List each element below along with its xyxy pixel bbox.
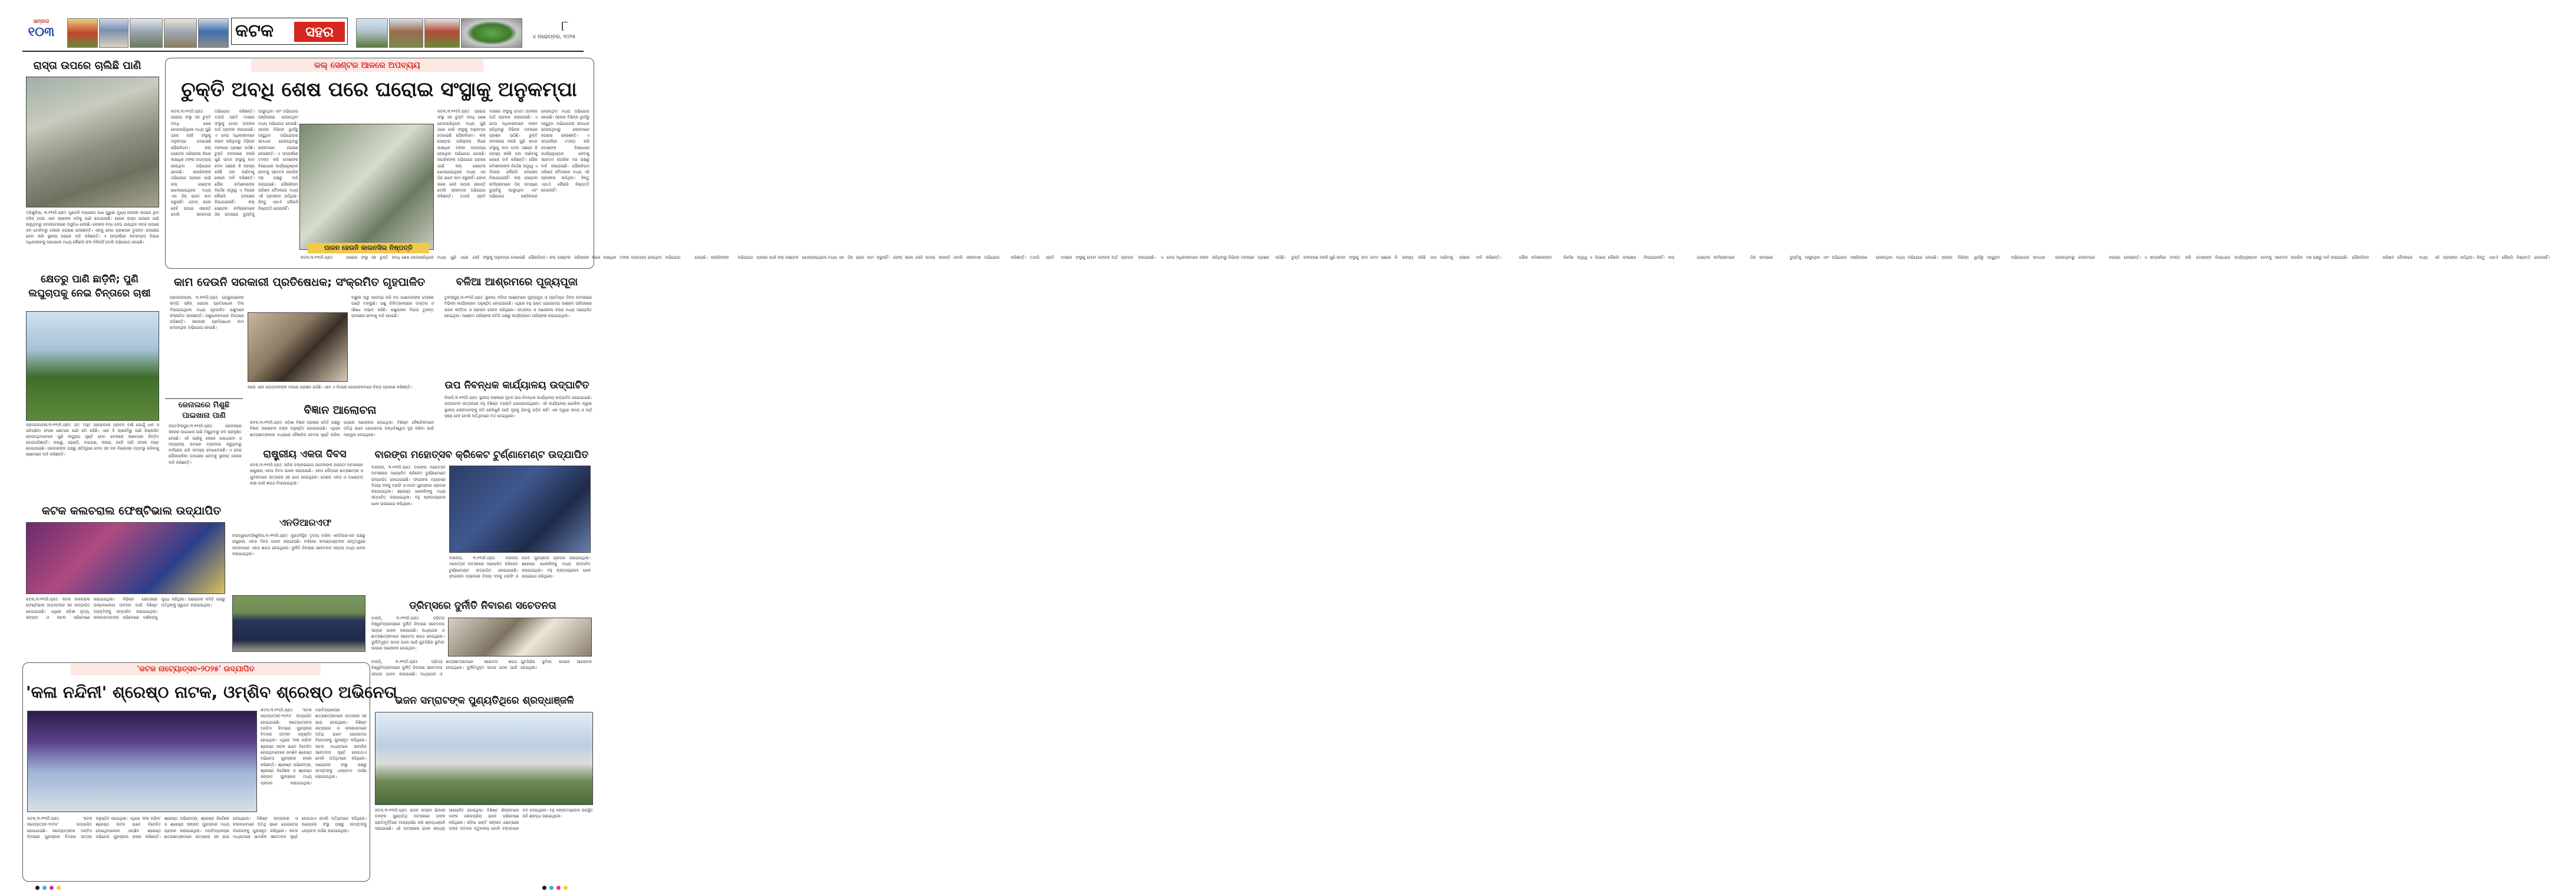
vaccine-body-left: ପ୍ରତାପନଗରୀ, ୩।୧୧(ନି.ପ୍ର): ଗୋରୁଗାଈଙ୍କ ଲମ୍ପି ସ୍କିନ୍ ରୋଗର ପ୍ରତିଷେଧକ ଟିକା ଦିଆଯାଇଥିଲେ ମଧ୍ୟ ଗୃହପାଳିତ ପଶୁମାନେ ସଂକ୍ରମିତ ହେଉଛନ୍ତି। ପଶୁପାଳକମାନେ ଚିନ୍ତାରେ ପଡ଼ିଛନ୍ତି। ସରକାରୀ ପ୍ରତିଷେଧକ କାମ ଦେଉନଥିବା ଅଭିଯୋଗ ହୋଇଛି। bbox=[170, 295, 244, 331]
bhajan-body: କଟକ,୩।୧୧(ନି.ପ୍ର): ଭଜନ ସମ୍ରାଟ ଭିକାରୀ ବଳଙ୍କ ପୁଣ୍ୟତିଥି ଅବସରରେ ତାଙ୍କ ପ୍ରତିମୂର୍ତ୍ତିରେ ମାଲ୍ୟାର୍ପଣ କରି ଶ୍ରଦ୍ଧାଞ୍ଜଳି ଜଣାଯାଇଛି। ଏହି ଅବସରରେ ଭଜନ ସନ୍ଧ୍ୟା ଆୟୋଜିତ ହୋଇଥିଲା। ବିଶିଷ୍ଟ ଶିଳ୍ପୀମାନେ ତାଙ୍କ ଲୋକପ୍ରିୟ ଭଜନ ପରିବେଷଣ କରିଥିଲେ। ଓଡ଼ିଆ ଭକ୍ତି ସଙ୍ଗୀତ କ୍ଷେତ୍ରରେ ତାଙ୍କ ଅବଦାନ ଅତୁଳନୀୟ ବୋଲି ବକ୍ତାମାନେ ମତ ଦେଇଥିଲେ। ବହୁ ସଙ୍ଗୀତପ୍ରେମୀ ଉପସ୍ଥିତ ରହି ଶ୍ରଦ୍ଧା ଜଣାଇଥିଲେ। bbox=[375, 808, 593, 831]
drama-body-bottom: କଟକ,୩।୧୧(ନି.ପ୍ର): 'କଟକ ନାଟ୍ୟୋତ୍ସବ-୨୦୨୫' ଉଦ୍‌ଯାପିତ ହୋଇଯାଇଛି। ନାଟ୍ୟୋତ୍ସବର ଅନ୍ତିମ ଦିବସରେ ପୁରସ୍କାର ବିତରଣ ଉତ୍ସବ ଅନୁଷ୍ଠିତ ହୋଇଥିଲା। ଏଥିରେ 'କଳା ନନ୍ଦିନୀ' ଶ୍ରେଷ୍ଠ ନାଟକ ଭାବେ ବିବେଚିତ ହୋଇଥିବାବେଳେ ଓମ୍‌ଶିବ ଶ୍ରେଷ୍ଠ ଅଭିନେତା ପୁରସ୍କାର ହାସଲ କରିଛନ୍ତି। ଶ୍ରେଷ୍ଠ ଅଭିନେତ୍ରୀ, ଶ୍ରେଷ୍ଠ ନିର୍ଦ୍ଦେଶକ ଓ ଶ୍ରେଷ୍ଠ ସଙ୍ଗୀତ ପୁରସ୍କାର ମଧ୍ୟ ପ୍ରଦାନ କରାଯାଇଥିଲା। ମହାବିଦ୍ୟାଳୟର ଛାତ୍ରଛାତ୍ରୀମାନେ ଉତ୍ସାହର ସହ ଭାଗ ନେଇଥିଲେ। ବିଶିଷ୍ଟ ନାଟ୍ୟକାର ଓ କଳାକାରମାନେ ଅତିଥି ଭାବେ ଯୋଗଦେଇ ବିଜେତାଙ୍କୁ ପୁରସ୍କୃତ କରିଥିଲେ। ନାଟକ ମାଧ୍ୟମରେ ସାମାଜିକ ସଚେତନତା ସୃଷ୍ଟି ହୋଇଥାଏ ବୋଲି ଅତିଥିମାନେ କହିଥିଲେ। ଆୟୋଜକ ସଂସ୍ଥା ପକ୍ଷରୁ ସମସ୍ତଙ୍କୁ ଧନ୍ୟବାଦ ଅର୍ପଣ କରାଯାଇଥିଲା। bbox=[27, 816, 367, 839]
dreams-body: ଟାଙ୍ଗି, ୩।୧୧(ନି.ପ୍ର): ଡ୍ରିମ୍ସ ବିଶ୍ୱବିଦ୍ୟାଳୟରେ ଦୁର୍ନୀତି ନିବାରଣ ସଚେତନତା ସପ୍ତାହ ପାଳନ କରାଯାଇଛି। ଅଧ୍ୟାପକ ଓ ଛାତ୍ରଛାତ୍ରୀମାନେ ସଚ୍ଚୋଟତା ଶପଥ ନେଇଥିଲେ। ଦୁର୍ନୀତିମୁକ୍ତ ସମାଜ ଗଠନ ପାଇଁ ଯୁବପିଢ଼ିର ଭୂମିକା ଉପରେ ଆଲୋଚନା ହୋଇଥିଲା। bbox=[371, 616, 444, 651]
call-centre-body-right: କଟକ,୩।୧୧(ନି.ପ୍ର): ଘରୋଇ ସଂସ୍ଥା ସହ ଚୁକ୍ତି ଅବଧି ଶେଷ ହୋଇସାରିଥିଲେ ମଧ୍ୟ ପୁଣି ଥରେ ସେହି ସଂସ୍ଥାକୁ ଅନୁକମ୍ପା ଦେଖାଇଛି ପୌରନିଗମ। କଲ୍ ସେଣ୍ଟର ପରିଚାଳନା ନାଁରେ ଲକ୍ଷାଧିକ ଟଙ୍କା ଅପବ୍ୟୟ ହେଉଥିବା ଅଭିଯୋଗ ହୋଇଛି। ନାଗରିକଙ୍କ ଅଭିଯୋଗ ଗ୍ରହଣ ପାଇଁ କଲ୍ ସେଣ୍ଟର ଖୋଲାଯାଇଥିଲେ ମଧ୍ୟ ଏହା ଠିକ୍ ଭାବେ କାମ କରୁନାହିଁ। ଫୋନ୍ କଲେ କେହି ଉଠାଉ ନାହାନ୍ତି ବୋଲି ସହରବାସୀ ଅଭିଯୋଗ କରିଛନ୍ତି। ତଥାପି ପ୍ରତି ମାସରେ ସଂସ୍ଥାକୁ ମୋଟା ଅଙ୍କର ଅର୍ଥ ପ୍ରଦାନ କରାଯାଉଛି। ଏ ନେଇ ଅଧିକାରୀମାନେ ନୀରବ ରହିଥିବାରୁ ବିଭିନ୍ନ ମହଲରେ ପ୍ରଶ୍ନ ଉଠିଛି। ଚୁକ୍ତି ନବୀକରଣ ନକରି ପୁଣି ସମାନ ସଂସ୍ଥାକୁ କାମ ଦେବା ପଛରେ କି ରହସ୍ୟ ରହିଛି ତାହା ଜାଣିବାକୁ ଲୋକେ ଦାବି କରିଛନ୍ତି। ପୌର କମିଶନରଙ୍କ ନିର୍ଦ୍ଦେଶ ସତ୍ତ୍ୱେ ଏ ଦିଗରେ କୌଣସି ପଦକ୍ଷେପ ନିଆଯାଇନାହିଁ। କଲ୍ ସେଣ୍ଟର କର୍ମଚାରୀମାନେ ଠିକ୍ ସମୟରେ ଡ୍ୟୁଟିକୁ ଆସୁନଥିବା ଏବଂ ଅଭିଯୋଗ ପଞ୍ଜିକରଣ ହେଉନଥିବା ମଧ୍ୟ ଅଭିଯୋଗ ହୋଇଛି। ସହରର ବିଭିନ୍ନ ୱାର୍ଡରୁ ଆସୁଥିବା ଅଭିଯୋଗର ସମାଧାନ ହେଉନଥିବାରୁ ଲୋକମାନେ ହଇରାଣ ହେଉଛନ୍ତି। ଏ ସମ୍ପର୍କରେ ତଦନ୍ତ କରି ଦୋଷୀଙ୍କ ବିରୋଧରେ କାର୍ଯ୍ୟାନୁଷ୍ଠାନ ନେବାକୁ ସଚେତନ ନାଗରିକ ମଞ୍ଚ ପକ୍ଷରୁ ଦାବି କରାଯାଇଛି। ପୌରନିଗମ ପରିଷଦ ବୈଠକରେ ମଧ୍ୟ ଏହି ପ୍ରସଙ୍ଗ ଉଠିଥିଲା। କିନ୍ତୁ ଏଯାଏଁ କୌଣସି ନିଷ୍ପତ୍ତି ହୋଇନାହିଁ। bbox=[437, 109, 589, 199]
cricket-headline: ବାରଙ୍ଗ ମହୋତ୍ସବ କ୍ରିକେଟ ଟୁର୍ଣ୍ଣାମେଣ୍ଟ ଉଦ୍‌ଯାପିତ bbox=[374, 449, 589, 461]
call-centre-headline: ଚୁକ୍ତି ଅବଧି ଶେଷ ପରେ ଘରୋଇ ସଂସ୍ଥାକୁ ଅନୁକମ୍ପା bbox=[181, 78, 577, 101]
station-thumb bbox=[198, 18, 229, 48]
monument-thumb bbox=[356, 18, 388, 48]
farmers-caption: ପ୍ରତାପନଗରୀ,୩।୧୧(ନି.ପ୍ର): ଗତ 'ମନ୍ଥା' ପ୍ରଭାବରେ ପ୍ରବଳ ବର୍ଷା ଯୋଗୁଁ ଧାନ ଓ ପନିପରିବା ଫସଲ କ୍ଷେତରେ ପାଣି ଜମି ରହିଛି। ଏବେ ବି ଚାଷଜମିରୁ ପାଣି ନିଷ୍କାସିତ ହୋଇନଥିବାବେଳେ ପୁଣି ଲଘୁଚାପ ସୃଷ୍ଟି ହେବା ଖବରରେ ଚାଷୀମାନେ ଚିନ୍ତିତ ହୋଇପଡ଼ିଛନ୍ତି। କଖାରୁ, ଭେଣ୍ଡି, ବାଇଗଣ, କଲରା, ଜହ୍ନି ଆଦି ଫସଲ ନଷ୍ଟ ହୋଇଯାଇଛି। ସରକାରଙ୍କ ପକ୍ଷରୁ କ୍ଷତିପୂରଣ ଦେବା ସହ ଜଳ ନିଷ୍କାସନ ବ୍ୟବସ୍ଥା କରିବାକୁ ଚାଷୀମାନେ ଦାବି କରିଛନ୍ତି। bbox=[26, 423, 159, 457]
dreams-body-right: ଟାଙ୍ଗି, ୩।୧୧(ନି.ପ୍ର): ଡ୍ରିମ୍ସ ବିଶ୍ୱବିଦ୍ୟାଳୟରେ ଦୁର୍ନୀତି ନିବାରଣ ସଚେତନତା ସପ୍ତାହ ପାଳନ କରାଯାଇଛି। ଅଧ୍ୟାପକ ଓ ଛାତ୍ରଛାତ୍ରୀମାନେ ସଚ୍ଚୋଟତା ଶପଥ ନେଇଥିଲେ। ଦୁର୍ନୀତିମୁକ୍ତ ସମାଜ ଗଠନ ପାଇଁ ଯୁବପିଢ଼ିର ଭୂମିକା ଉପରେ ଆଲୋଚନା ହୋଇଥିଲା। bbox=[371, 659, 592, 677]
fort-thumb bbox=[389, 18, 423, 48]
bhajan-headline: ଭଜନ ସମ୍ରାଟଙ୍କ ପୁଣ୍ୟତିଥିରେ ଶ୍ରଦ୍ଧାଞ୍ଜଳି bbox=[395, 695, 574, 707]
page-number: ୮ bbox=[561, 18, 569, 34]
ndrf-photo bbox=[232, 595, 365, 652]
call-centre-body-bottom: କଟକ,୩।୧୧(ନି.ପ୍ର): ଘରୋଇ ସଂସ୍ଥା ସହ ଚୁକ୍ତି ଅବଧି ଶେଷ ହୋଇସାରିଥିଲେ ମଧ୍ୟ ପୁଣି ଥରେ ସେହି ସଂସ୍ଥାକୁ ଅନୁକମ୍ପା ଦେଖାଇଛି ପୌରନିଗମ। କଲ୍ ସେଣ୍ଟର ପରିଚାଳନା ନାଁରେ ଲକ୍ଷାଧିକ ଟଙ୍କା ଅପବ୍ୟୟ ହେଉଥିବା ଅଭିଯୋଗ ହୋଇଛି। ନାଗରିକଙ୍କ ଅଭିଯୋଗ ଗ୍ରହଣ ପାଇଁ କଲ୍ ସେଣ୍ଟର ଖୋଲାଯାଇଥିଲେ ମଧ୍ୟ ଏହା ଠିକ୍ ଭାବେ କାମ କରୁନାହିଁ। ଫୋନ୍ କଲେ କେହି ଉଠାଉ ନାହାନ୍ତି ବୋଲି ସହରବାସୀ ଅଭିଯୋଗ କରିଛନ୍ତି। ତଥାପି ପ୍ରତି ମାସରେ ସଂସ୍ଥାକୁ ମୋଟା ଅଙ୍କର ଅର୍ଥ ପ୍ରଦାନ କରାଯାଉଛି। ଏ ନେଇ ଅଧିକାରୀମାନେ ନୀରବ ରହିଥିବାରୁ ବିଭିନ୍ନ ମହଲରେ ପ୍ରଶ୍ନ ଉଠିଛି। ଚୁକ୍ତି ନବୀକରଣ ନକରି ପୁଣି ସମାନ ସଂସ୍ଥାକୁ କାମ ଦେବା ପଛରେ କି ରହସ୍ୟ ରହିଛି ତାହା ଜାଣିବାକୁ ଲୋକେ ଦାବି କରିଛନ୍ତି। ପୌର କମିଶନରଙ୍କ ନିର୍ଦ୍ଦେଶ ସତ୍ତ୍ୱେ ଏ ଦିଗରେ କୌଣସି ପଦକ୍ଷେପ ନିଆଯାଇନାହିଁ। କଲ୍ ସେଣ୍ଟର କର୍ମଚାରୀମାନେ ଠିକ୍ ସମୟରେ ଡ୍ୟୁଟିକୁ ଆସୁନଥିବା ଏବଂ ଅଭିଯୋଗ ପଞ୍ଜିକରଣ ହେଉନଥିବା ମଧ୍ୟ ଅଭିଯୋଗ ହୋଇଛି। ସହରର ବିଭିନ୍ନ ୱାର୍ଡରୁ ଆସୁଥିବା ଅଭିଯୋଗର ସମାଧାନ ହେଉନଥିବାରୁ ଲୋକମାନେ ହଇରାଣ ହେଉଛନ୍ତି। ଏ ସମ୍ପର୍କରେ ତଦନ୍ତ କରି ଦୋଷୀଙ୍କ ବିରୋଧରେ କାର୍ଯ୍ୟାନୁଷ୍ଠାନ ନେବାକୁ ସଚେତନ ନାଗରିକ ମଞ୍ଚ ପକ୍ଷରୁ ଦାବି କରାଯାଇଛି। ପୌରନିଗମ ପରିଷଦ ବୈଠକରେ ମଧ୍ୟ ଏହି ପ୍ରସଙ୍ଗ ଉଠିଥିଲା। କିନ୍ତୁ ଏଯାଏଁ କୌଣସି ନିଷ୍ପତ୍ତି ହୋଇନାହିଁ। bbox=[301, 255, 2550, 260]
sub-registrar-headline: ଉପ ନିବନ୍ଧକ କାର୍ଯ୍ୟାଳୟ ଉଦ୍‌ଘାଟିତ bbox=[444, 380, 589, 391]
water-road-caption: ତ୍ରିଶୁଳିଆ, ୩।୧୧(ନି.ପ୍ର): ମୁଣ୍ଡଳି ବ୍ୟାରେଜ ପାଖ ପୁରୁଣା ମୁଖ୍ୟ କେନାଲ ଉପରେ ଥିବା ବ୍ରିଜ୍ ଦେଇ ଏବେ ଚାଷୀଙ୍କ ଜମିକୁ ପାଣି ଛଡାଯାଉଛି। ହେଲେ ରାସ୍ତା ଉପରେ ପାଣି ଚାଲୁଥିବାରୁ ଗମନାଗମନରେ ଅସୁବିଧା ହେଉଛି। କେନାଲ ବନ୍ଧ ଦେଇ ଯାଉଥିବା ସଡକ ଉପରେ ଜଳ ବୋହିବାରୁ ଲୋକେ ହଇରାଣ ହେଉଛନ୍ତି। ଏହାକୁ ନେଇ ପ୍ରଶାସନ ତୁରନ୍ତ ପଦକ୍ଷେପ ନେବା ଲାଗି ସ୍ଥାନୀୟ ଲୋକେ ଦାବି କରିଛନ୍ତି। ଏ ସମ୍ପର୍କରେ ଜଳସମ୍ପଦ ବିଭାଗ ଅଧିକାରୀଙ୍କୁ ଜଣାଇଲେ ମଧ୍ୟ କୌଣସି ଫଳ ମିଳିନାହିଁ ବୋଲି ଅଭିଯୋଗ ହୋଇଛି। bbox=[26, 210, 159, 245]
drama-photo bbox=[27, 711, 257, 812]
cricket-body-right: ବାରଙ୍ଗ, ୩।୧୧(ନି.ପ୍ର): ବାରଙ୍ଗ ମହୋତ୍ସବ ଅବସରରେ ଆୟୋଜିତ କ୍ରିକେଟ ଟୁର୍ଣ୍ଣାମେଣ୍ଟ ଉଦ୍‌ଯାପିତ ହୋଇଯାଇଛି। ଫାଇନାଲ ମ୍ୟାଚରେ ବିଜୟୀ ଦଳକୁ ଟ୍ରଫି ଓ ନଗଦ ପୁରସ୍କାର ପ୍ରଦାନ କରାଯାଇଥିଲା। ଶ୍ରେଷ୍ଠ ଖେଳାଳିଙ୍କୁ ମଧ୍ୟ ସମ୍ମାନିତ କରାଯାଇଥିଲା। ବହୁ କ୍ରୀଡ଼ାପ୍ରେମୀ ଖେଳ ଉପଭୋଗ କରିଥିଲେ। bbox=[449, 556, 591, 579]
festival-body: କଟକ,୩।୧୧(ନି.ପ୍ର): କଟକ କଲଚରାଲ ଫେଷ୍ଟିଭାଲ ଆଡ଼ମ୍ବରର ସହ ଉଦ୍‌ଯାପିତ ହୋଇଯାଇଛି। ଏଥିରେ ଓଡ଼ିଶୀ ନୃତ୍ୟ, ସଙ୍ଗୀତ ଓ ନାଟକ ପରିବେଷଣ କରାଯାଇଥିଲା। ବିଭିନ୍ନ କ୍ଷେତ୍ରରେ ଉଲ୍ଲେଖନୀୟ ଅବଦାନ ପାଇଁ ବିଶିଷ୍ଟ ବ୍ୟକ୍ତିଙ୍କୁ ସମ୍ମାନିତ କରାଯାଇଥିଲା। କଳାକାରମାନଙ୍କ ପରିବେଷଣ ଦର୍ଶକଙ୍କୁ ମୁଗ୍ଧ କରିଥିଲା। ଆୟୋଜକ କମିଟି ପକ୍ଷରୁ ଅତିଥିଙ୍କୁ ସ୍ୱାଗତ କରାଯାଇଥିଲା। bbox=[26, 597, 225, 620]
dreams-photo bbox=[448, 618, 592, 657]
section-title-right: ସହର bbox=[294, 22, 345, 42]
vaccine-photo bbox=[248, 312, 348, 382]
bhajan-photo bbox=[375, 712, 593, 805]
call-centre-body-left: କଟକ,୩।୧୧(ନି.ପ୍ର): ଘରୋଇ ସଂସ୍ଥା ସହ ଚୁକ୍ତି ଅବଧି ଶେଷ ହୋଇସାରିଥିଲେ ମଧ୍ୟ ପୁଣି ଥରେ ସେହି ସଂସ୍ଥାକୁ ଅନୁକମ୍ପା ଦେଖାଇଛି ପୌରନିଗମ। କଲ୍ ସେଣ୍ଟର ପରିଚାଳନା ନାଁରେ ଲକ୍ଷାଧିକ ଟଙ୍କା ଅପବ୍ୟୟ ହେଉଥିବା ଅଭିଯୋଗ ହୋଇଛି। ନାଗରିକଙ୍କ ଅଭିଯୋଗ ଗ୍ରହଣ ପାଇଁ କଲ୍ ସେଣ୍ଟର ଖୋଲାଯାଇଥିଲେ ମଧ୍ୟ ଏହା ଠିକ୍ ଭାବେ କାମ କରୁନାହିଁ। ଫୋନ୍ କଲେ କେହି ଉଠାଉ ନାହାନ୍ତି ବୋଲି ସହରବାସୀ ଅଭିଯୋଗ କରିଛନ୍ତି। ତଥାପି ପ୍ରତି ମାସରେ ସଂସ୍ଥାକୁ ମୋଟା ଅଙ୍କର ଅର୍ଥ ପ୍ରଦାନ କରାଯାଉଛି। ଏ ନେଇ ଅଧିକାରୀମାନେ ନୀରବ ରହିଥିବାରୁ ବିଭିନ୍ନ ମହଲରେ ପ୍ରଶ୍ନ ଉଠିଛି। ଚୁକ୍ତି ନବୀକରଣ ନକରି ପୁଣି ସମାନ ସଂସ୍ଥାକୁ କାମ ଦେବା ପଛରେ କି ରହସ୍ୟ ରହିଛି ତାହା ଜାଣିବାକୁ ଲୋକେ ଦାବି କରିଛନ୍ତି। ପୌର କମିଶନରଙ୍କ ନିର୍ଦ୍ଦେଶ ସତ୍ତ୍ୱେ ଏ ଦିଗରେ କୌଣସି ପଦକ୍ଷେପ ନିଆଯାଇନାହିଁ। କଲ୍ ସେଣ୍ଟର କର୍ମଚାରୀମାନେ ଠିକ୍ ସମୟରେ ଡ୍ୟୁଟିକୁ ଆସୁନଥିବା ଏବଂ ଅଭିଯୋଗ ପଞ୍ଜିକରଣ ହେଉନଥିବା ମଧ୍ୟ ଅଭିଯୋଗ ହୋଇଛି। ସହରର ବିଭିନ୍ନ ୱାର୍ଡରୁ ଆସୁଥିବା ଅଭିଯୋଗର ସମାଧାନ ହେଉନଥିବାରୁ ଲୋକମାନେ ହଇରାଣ ହେଉଛନ୍ତି। ଏ ସମ୍ପର୍କରେ ତଦନ୍ତ କରି ଦୋଷୀଙ୍କ ବିରୋଧରେ କାର୍ଯ୍ୟାନୁଷ୍ଠାନ ନେବାକୁ ସଚେତନ ନାଗରିକ ମଞ୍ଚ ପକ୍ଷରୁ ଦାବି କରାଯାଇଛି। ପୌରନିଗମ ପରିଷଦ ବୈଠକରେ ମଧ୍ୟ ଏହି ପ୍ରସଙ୍ଗ ଉଠିଥିଲା। କିନ୍ତୁ ଏଯାଏଁ କୌଣସି ନିଷ୍ପତ୍ତି ହୋଇନାହିଁ। bbox=[171, 109, 298, 217]
shop-thumb bbox=[164, 18, 197, 48]
farmers-headline-line1: କ୍ଷେତରୁ ପାଣି ଛାଡ଼ିନି; ପୁଣି bbox=[41, 273, 139, 285]
dreams-headline: ଡ୍ରିମ୍ସରେ ଦୁର୍ନୀତି ନିବାରଣ ସଚେତନତା bbox=[409, 600, 556, 612]
sub-registrar-body: ନିଆଳି,୩।୧୧(ନି.ପ୍ର): ସ୍ଥାନୀୟ ଅଞ୍ଚଳରେ ନୂତନ ଉପ ନିବନ୍ଧକ କାର୍ଯ୍ୟାଳୟ ଉଦ୍‌ଘାଟିତ ହୋଇଯାଇଛି। ଉଦ୍‌ଘାଟନୀ ଉତ୍ସବରେ ବହୁ ବିଶିଷ୍ଟ ବ୍ୟକ୍ତି ଯୋଗଦେଇଥିଲେ। ଏହି କାର୍ଯ୍ୟାଳୟ ଖୋଲିବା ଦ୍ୱାରା ସ୍ଥାନୀୟ ଲୋକମାନଙ୍କୁ ଜମି ରେଜିଷ୍ଟ୍ରି ପାଇଁ ଦୂରକୁ ଯିବାକୁ ପଡ଼ିବ ନାହିଁ। ଏହା ଦ୍ୱାରା ସମୟ ଓ ଅର୍ଥ ସଞ୍ଚୟ ହେବ ବୋଲି ଅତିଥିମାନେ ମତ ଦେଇଥିଲେ। bbox=[444, 395, 592, 418]
science-headline: ବିଜ୍ଞାନ ଆଲୋଚନା bbox=[304, 404, 377, 417]
registration-dot-black bbox=[35, 886, 39, 890]
registration-dot-yellow bbox=[57, 886, 61, 890]
drama-headline: 'କଳା ନନ୍ଦିନୀ' ଶ୍ରେଷ୍ଠ ନାଟକ, ଓମ୍‌ଶିବ ଶ୍ରେଷ୍ଠ ଅଭିନେତା bbox=[26, 682, 397, 702]
drama-body-right: କଟକ,୩।୧୧(ନି.ପ୍ର): 'କଟକ ନାଟ୍ୟୋତ୍ସବ-୨୦୨୫' ଉଦ୍‌ଯାପିତ ହୋଇଯାଇଛି। ନାଟ୍ୟୋତ୍ସବର ଅନ୍ତିମ ଦିବସରେ ପୁରସ୍କାର ବିତରଣ ଉତ୍ସବ ଅନୁଷ୍ଠିତ ହୋଇଥିଲା। ଏଥିରେ 'କଳା ନନ୍ଦିନୀ' ଶ୍ରେଷ୍ଠ ନାଟକ ଭାବେ ବିବେଚିତ ହୋଇଥିବାବେଳେ ଓମ୍‌ଶିବ ଶ୍ରେଷ୍ଠ ଅଭିନେତା ପୁରସ୍କାର ହାସଲ କରିଛନ୍ତି। ଶ୍ରେଷ୍ଠ ଅଭିନେତ୍ରୀ, ଶ୍ରେଷ୍ଠ ନିର୍ଦ୍ଦେଶକ ଓ ଶ୍ରେଷ୍ଠ ସଙ୍ଗୀତ ପୁରସ୍କାର ମଧ୍ୟ ପ୍ରଦାନ କରାଯାଇଥିଲା। ମହାବିଦ୍ୟାଳୟର ଛାତ୍ରଛାତ୍ରୀମାନେ ଉତ୍ସାହର ସହ ଭାଗ ନେଇଥିଲେ। ବିଶିଷ୍ଟ ନାଟ୍ୟକାର ଓ କଳାକାରମାନେ ଅତିଥି ଭାବେ ଯୋଗଦେଇ ବିଜେତାଙ୍କୁ ପୁରସ୍କୃତ କରିଥିଲେ। ନାଟକ ମାଧ୍ୟମରେ ସାମାଜିକ ସଚେତନତା ସୃଷ୍ଟି ହୋଇଥାଏ ବୋଲି ଅତିଥିମାନେ କହିଥିଲେ। ଆୟୋଜକ ସଂସ୍ଥା ପକ୍ଷରୁ ସମସ୍ତଙ୍କୁ ଧନ୍ୟବାଦ ଅର୍ପଣ କରାଯାଇଥିଲା। bbox=[261, 708, 367, 786]
drama-kicker: 'କଟକ ନାଟ୍ୟୋତ୍ସବ-୨୦୨୫' ଉଦ୍‌ଯାପିତ bbox=[71, 664, 321, 675]
temple-thumb bbox=[67, 18, 98, 48]
registration-dot-magenta bbox=[50, 886, 54, 890]
vaccine-body-right: ବାଛୁରୀ ଠାରୁ ଆରମ୍ଭ କରି ବଡ଼ ଗାଈମାନଙ୍କ ଦେହରେ ଗଣ୍ଠି ବାହାରୁଛି। ପଶୁ ଚିକିତ୍ସାଳୟରେ ଡାକ୍ତର ଓ ଔଷଧ ଅଭାବ ରହିଛି। ପଶୁପାଳନ ବିଭାଗ ତୁରନ୍ତ ପଦକ୍ଷେପ ନେବାକୁ ଦାବି ହୋଇଛି। bbox=[351, 295, 434, 318]
farmers-photo bbox=[26, 311, 159, 421]
masthead bbox=[0, 0, 601, 53]
ndrf-body: ଚଉଦ୍ୱାର/ତ୍ରିଶୁଳିଆ,୩।୧୧(ନି.ପ୍ର): ମୁଣ୍ଡଳିସ୍ଥିତ ତୃତୀୟ ବାହିନୀ ଏନଡିଆରଏଫ ପକ୍ଷରୁ ରାଷ୍ଟ୍ରୀୟ ଏକତା ଦିବସ ପାଳନ କରାଯାଇଛି। ବାହିନୀର କମାଣ୍ଡାଣ୍ଟଙ୍କ ନେତୃତ୍ୱରେ ଜବାନମାନେ ଏକତା ଶପଥ ନେଇଥିଲେ। ଦୁର୍ନୀତି ନିବାରଣ ସଚେତନତା ସପ୍ତାହ ମଧ୍ୟ ପାଳନ କରାଯାଇଥିଲା। bbox=[232, 533, 365, 556]
unity-day-body: କଟକ,୩।୧୧(ନି.ପ୍ର): ସର୍ଦ୍ଦାର ବଲ୍ଲଭଭାଇ ପଟେଲଙ୍କ ଜୟନ୍ତୀ ଅବସରରେ ରାଷ୍ଟ୍ରୀୟ ଏକତା ଦିବସ ପାଳନ କରାଯାଇଛି। ଏକତା ଦୌଡ଼ରେ ଛାତ୍ରଛାତ୍ରୀ ଓ ଯୁବକମାନେ ଉତ୍ସାହର ସହ ଭାଗ ନେଇଥିଲେ। ଦେଶର ଏକତା ଓ ଅଖଣ୍ଡତା ରକ୍ଷା ପାଇଁ ଶପଥ ନିଆଯାଇଥିଲା। bbox=[250, 463, 363, 486]
call-centre-photo bbox=[299, 124, 434, 250]
section-title-left: କଟକ bbox=[235, 21, 274, 41]
page-date: ୪ ନଭେମ୍ବର, ୨୦୨୫ bbox=[532, 34, 576, 40]
call-centre-kicker: କଲ୍ ସେଣ୍ଟର ଆଳରେ ଅପବ୍ୟୟ bbox=[251, 59, 483, 72]
festival-headline: କଟକ କଲଚରାଲ ଫେଷ୍ଟିଭାଲ ଉଦ୍‌ଯାପିତ bbox=[42, 504, 221, 517]
building-thumb bbox=[99, 18, 129, 48]
water-road-headline: ରାସ୍ତା ଉପରେ ଚାଲିଛି ପାଣି bbox=[33, 60, 141, 72]
call-centre-photo-caption: ପାଳନ ହେଉନି କାଉନସିଲ ନିଷ୍ପତ୍ତି bbox=[308, 243, 429, 253]
drain-body: ଜଗତସିଂହପୁର,୩।୧୧(ନି.ପ୍ର): କେନାଲରେ ସହରର ପାଇଖାନା ପାଣି ମିଶୁଥିବାରୁ ଜଳ ପ୍ରଦୂଷିତ ହେଉଛି। ଏହି ପାଣିକୁ ଲୋକେ ଗାଧୋଇବା ଓ ଅନ୍ୟାନ୍ୟ କାମରେ ବ୍ୟବହାର କରୁଥିବାରୁ ଚର୍ମରୋଗ ଭଳି ସମସ୍ୟା ଦେଖାଦେଉଛି। ଏ ନେଇ ପୌରପାଳିକା ପଦକ୍ଷେପ ନେବାକୁ ସ୍ଥାନୀୟ ଲୋକେ ଦାବି କରିଛନ୍ତି। bbox=[169, 424, 242, 465]
farmers-headline-line2: ଲଘୁଚାପକୁ ନେଇ ଚିନ୍ତାରେ ଚାଷୀ bbox=[28, 288, 151, 299]
vaccine-headline: କାମ ଦେଉନି ସରକାରୀ ପ୍ରତିଷେଧକ; ସଂକ୍ରମିତ ଗୃହପାଳିତ bbox=[173, 276, 426, 289]
ashram-body: ତୁଳସୀପୁର,୩।୧୧(ନି.ପ୍ର): ସ୍ଥାନୀୟ ବଳିଆ ଆଶ୍ରମରେ ପୂଜ୍ୟପୂଜା ଓ ପ୍ରତିଷ୍ଠା ଦିବସ ଅବସରରେ ବିଭିନ୍ନ କାର୍ଯ୍ୟକ୍ରମ ଅନୁଷ୍ଠିତ ହୋଇଯାଇଛି। ଏଥିରେ ବହୁ ଭକ୍ତ ଯୋଗଦେଇ ଆଶ୍ରମ ପରିସରରେ ଭଜନ କୀର୍ତ୍ତନ ଓ ପ୍ରସାଦ ସେବନ କରିଥିଲେ। ସତ୍ସଙ୍ଗ ଓ ଆଲୋଚନା ଚକ୍ର ମଧ୍ୟ ଆୟୋଜିତ ହୋଇଥିଲା। ଆଶ୍ରମ ପରିଚାଳନା କମିଟି ପକ୍ଷରୁ କାର୍ଯ୍ୟକ୍ରମ ପରିଚାଳନା କରାଯାଇଥିଲା। bbox=[444, 295, 592, 318]
ashram-headline: ବଳିଆ ଆଶ୍ରମରେ ପୂଜ୍ୟପୂଜା bbox=[456, 276, 578, 288]
water-road-photo bbox=[26, 77, 159, 207]
registration-dot-black-right bbox=[542, 886, 546, 890]
festival-photo bbox=[26, 522, 225, 594]
ndrf-headline: ଏନଡିଆରଏଫ bbox=[279, 517, 332, 528]
unity-day-headline: ରାଷ୍ଟ୍ରୀୟ ଏକତା ଦିବସ bbox=[263, 448, 347, 460]
drain-headline-line1: କେନାଲରେ ମିଶୁଛି bbox=[178, 401, 230, 410]
registration-dot-magenta-right bbox=[556, 886, 561, 890]
registration-dot-cyan-right bbox=[549, 886, 554, 890]
cricket-body: ବାରଙ୍ଗ, ୩।୧୧(ନି.ପ୍ର): ବାରଙ୍ଗ ମହୋତ୍ସବ ଅବସରରେ ଆୟୋଜିତ କ୍ରିକେଟ ଟୁର୍ଣ୍ଣାମେଣ୍ଟ ଉଦ୍‌ଯାପିତ ହୋଇଯାଇଛି। ଫାଇନାଲ ମ୍ୟାଚରେ ବିଜୟୀ ଦଳକୁ ଟ୍ରଫି ଓ ନଗଦ ପୁରସ୍କାର ପ୍ରଦାନ କରାଯାଇଥିଲା। ଶ୍ରେଷ୍ଠ ଖେଳାଳିଙ୍କୁ ମଧ୍ୟ ସମ୍ମାନିତ କରାଯାଇଥିଲା। ବହୁ କ୍ରୀଡ଼ାପ୍ରେମୀ ଖେଳ ଉପଭୋଗ କରିଥିଲେ। bbox=[371, 465, 446, 506]
cricket-photo bbox=[449, 466, 591, 553]
street-thumb bbox=[130, 18, 163, 48]
brand-number: ୧୦୩ bbox=[28, 25, 55, 39]
science-body: କଟକ,୩।୧୧(ନି.ପ୍ର): ଓଡ଼ିଶା ବିଜ୍ଞାନ ପ୍ରଚାର ସମିତି ପକ୍ଷରୁ ବିଜ୍ଞାନ ଆଲୋଚନା ଚକ୍ର ଅନୁଷ୍ଠିତ ହୋଇଯାଇଛି। ଏଥିରେ ଛାତ୍ରଛାତ୍ରୀଙ୍କ ମଧ୍ୟରେ ବୈଜ୍ଞାନିକ ଚେତନା ସୃଷ୍ଟି କରିବା ଉପରେ ଆଲୋଚନା ହୋଇଥିଲା। ବିଶିଷ୍ଟ ବୈଜ୍ଞାନିକମାନେ ଅତିଥି ଭାବେ ଯୋଗଦେଇ ଅନ୍ଧବିଶ୍ୱାସ ଦୂର କରିବା ପାଇଁ ଆହ୍ୱାନ ଦେଇଥିଲେ। bbox=[250, 420, 434, 437]
brand-logo bbox=[22, 19, 60, 47]
heritage-thumb bbox=[424, 18, 460, 48]
vaccine-photo-caption: କଲେ ଏବେ ଗୋପାଳକଙ୍କ ମନରେ ପ୍ରଶ୍ନ ଉଠିଛି। ଏବେ ଏ ଦିଗରେ ଗୋପାଳକମାନେ ଚିନ୍ତା ପ୍ରକାଶ କରିଛନ୍ତି। bbox=[248, 385, 413, 390]
brand-top-text: ସମ୍ବାଦ bbox=[33, 19, 50, 25]
masthead-rule bbox=[22, 51, 584, 52]
registration-dot-yellow-right bbox=[564, 886, 568, 890]
drain-headline-line2: ପାଇଖାନା ପାଣି bbox=[182, 411, 226, 420]
stadium-thumb bbox=[461, 18, 522, 48]
section-title bbox=[231, 18, 348, 45]
registration-dot-cyan bbox=[42, 886, 47, 890]
